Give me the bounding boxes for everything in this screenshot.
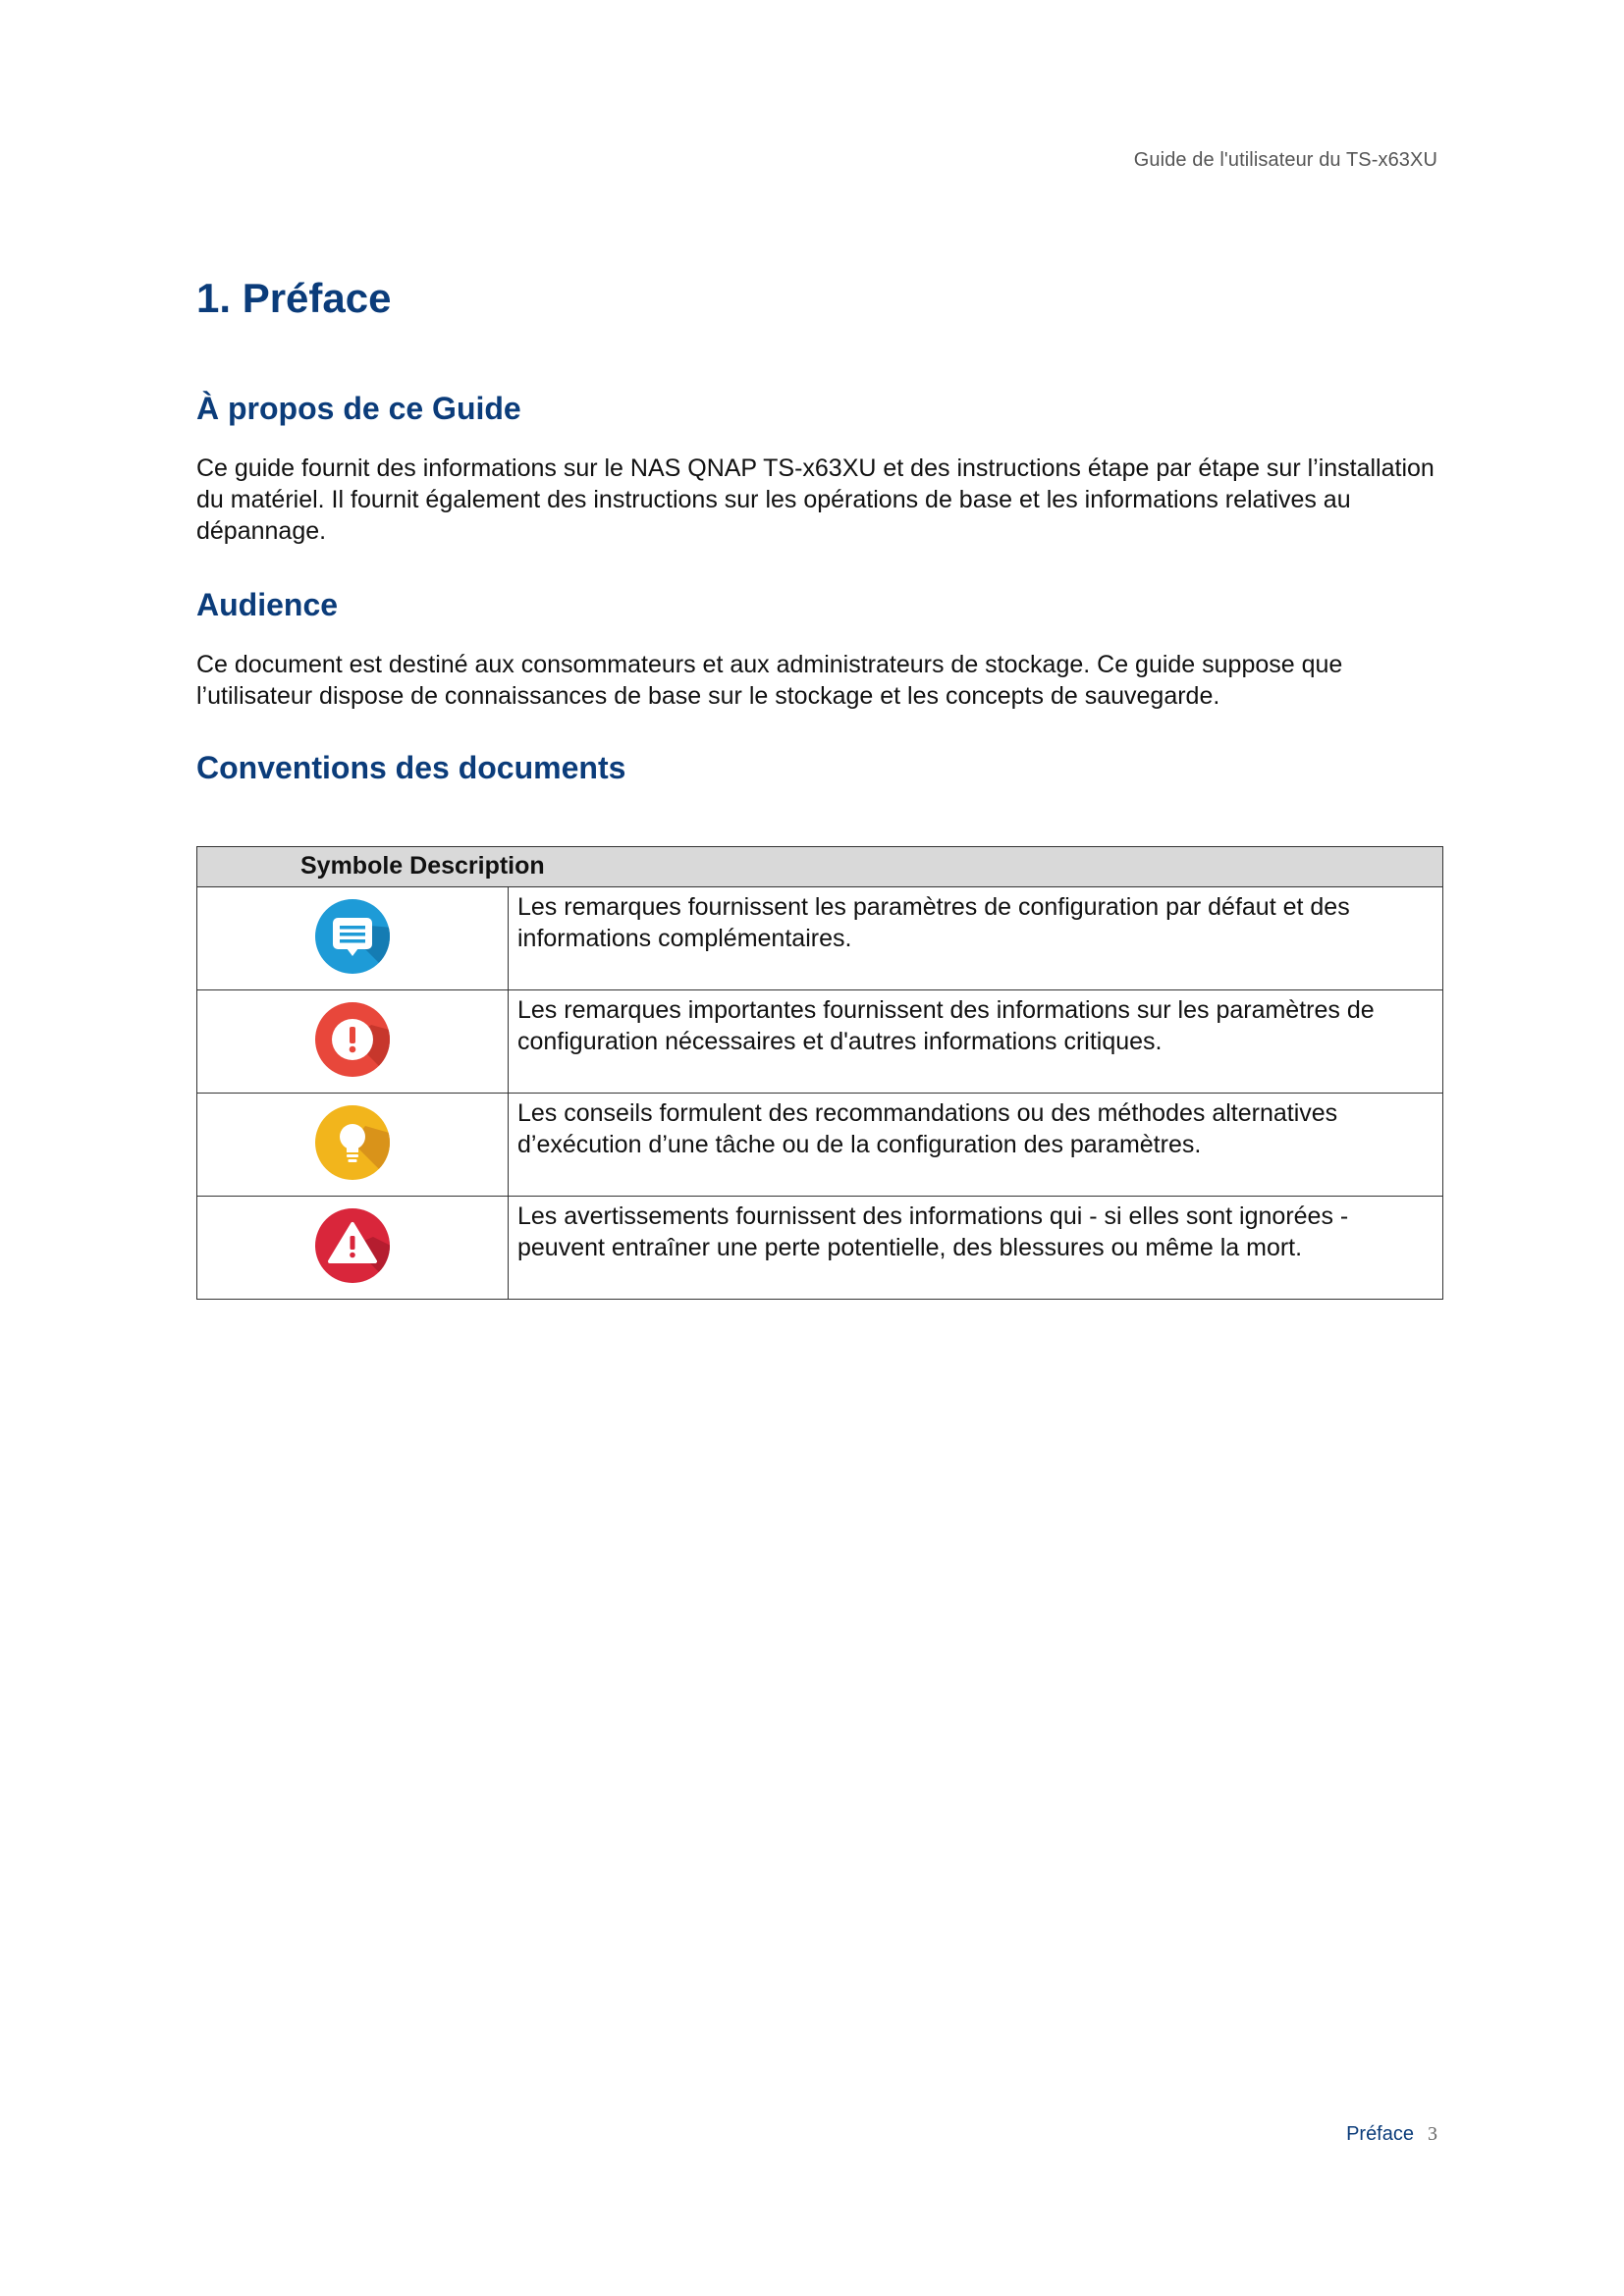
- table-row: [197, 1197, 1443, 1300]
- chapter-title: 1. Préface: [196, 275, 392, 321]
- page-number: 3: [1428, 2123, 1437, 2145]
- page-footer: [1346, 2123, 1437, 2146]
- table-row: [197, 887, 1443, 990]
- table-row: [197, 990, 1443, 1094]
- symbol-cell: [197, 887, 509, 990]
- audience-paragraph: Ce document est destiné aux consommateurs et aux administrateurs de stockage. Ce guide suppose que l’utilisateur dispose de connaissances de base sur le stockage et les concepts de sauvegarde.: [196, 651, 1343, 710]
- footer-section-name: Préface: [1346, 2123, 1414, 2145]
- description-cell: Les conseils formulent des recommandations ou des méthodes alternatives d’exécution d’une tâche ou de la configuration des paramètres.: [509, 1094, 1443, 1197]
- symbol-cell: [197, 1197, 509, 1300]
- symbol-cell: [197, 990, 509, 1094]
- table-header-row: [197, 847, 1443, 887]
- note-icon: [314, 898, 391, 975]
- section-title-about: À propos de ce Guide: [196, 391, 521, 426]
- tip-icon: [314, 1104, 391, 1181]
- conventions-table: [196, 846, 1443, 1300]
- section-title-audience: Audience: [196, 587, 339, 622]
- section-title-conventions: Conventions des documents: [196, 750, 626, 785]
- warning-icon: [314, 1207, 391, 1284]
- table-row: [197, 1094, 1443, 1197]
- table-header: [197, 847, 1443, 887]
- running-header: Guide de l'utilisateur du TS-x63XU: [1133, 149, 1437, 171]
- description-cell: Les remarques fournissent les paramètres de configuration par défaut et des informations complémentaires.: [509, 887, 1443, 990]
- symbol-cell: [197, 1094, 509, 1197]
- description-cell: Les avertissements fournissent des informations qui - si elles sont ignorées - peuvent entraîner une perte potentielle, des blessures ou même la mort.: [509, 1197, 1443, 1300]
- description-cell: Les remarques importantes fournissent des informations sur les paramètres de configuration nécessaires et d'autres informations critiques.: [509, 990, 1443, 1094]
- important-icon: [314, 1001, 391, 1078]
- about-paragraph: Ce guide fournit des informations sur le NAS QNAP TS-x63XU et des instructions étape par étape sur l’installation du matériel. Il fournit également des instructions sur les opérations de base et les informations relatives au dépannage.: [196, 454, 1435, 545]
- table-header-label: Symbole Description: [300, 852, 545, 880]
